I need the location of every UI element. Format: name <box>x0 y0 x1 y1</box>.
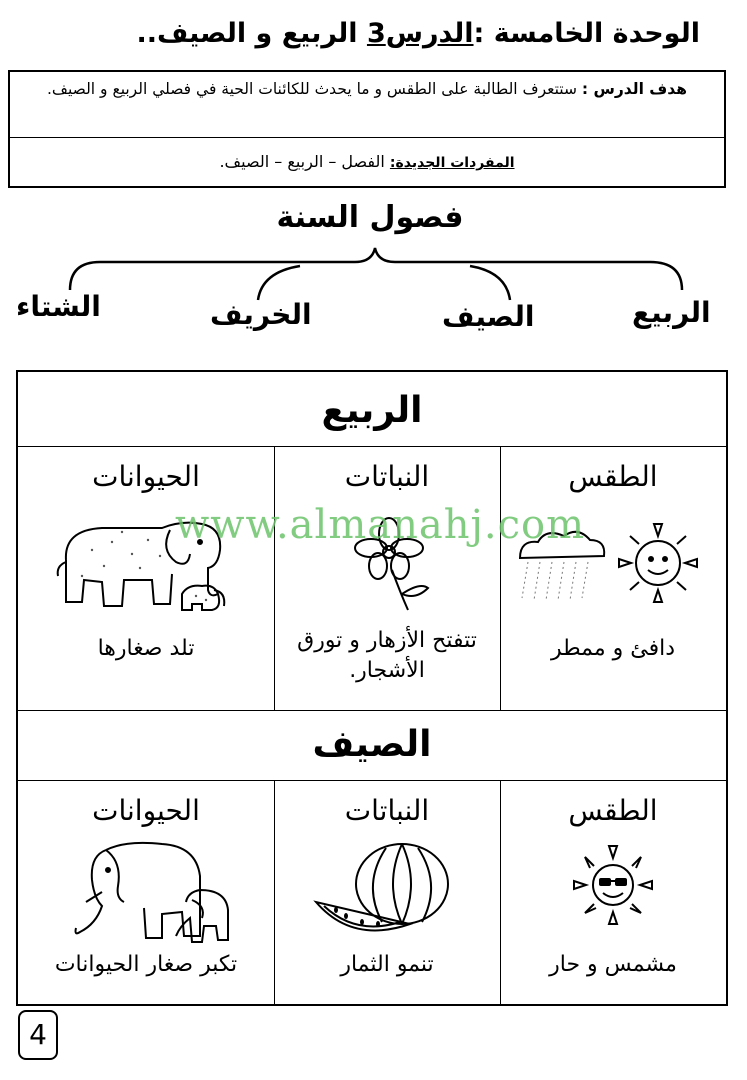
summer-animals-text: تكبر صغار الحيوانات <box>54 952 238 977</box>
summer-animals-head: الحيوانات <box>92 794 200 827</box>
summer-plants-cell <box>274 782 500 1004</box>
vocabulary-text: الفصل – الربيع – الصيف. <box>219 152 390 171</box>
season-spring: الربيع <box>632 296 711 329</box>
summer-plants-head: النباتات <box>344 794 430 827</box>
page-number: 4 <box>18 1010 58 1060</box>
sun-sunglasses-icon <box>568 840 658 930</box>
summer-weather-head: الطقس <box>568 794 658 827</box>
spring-animals-cell <box>18 448 274 710</box>
spring-weather-text: دافئ و ممطر <box>550 636 676 661</box>
objective-text: ستتعرف الطالبة على الطقس و ما يحدث للكائنات الحية في فصلي الربيع و الصيف. <box>46 80 582 98</box>
divider <box>18 780 726 781</box>
watermelon-icon <box>312 840 462 944</box>
spring-weather-head: الطقس <box>568 460 658 493</box>
summer-weather-cell <box>500 782 726 1004</box>
season-winter: الشتاء <box>16 290 101 323</box>
brace-diagram <box>0 0 747 340</box>
divider <box>274 446 275 710</box>
summer-animals-cell <box>18 782 274 1004</box>
spring-plants-head: النباتات <box>344 460 430 493</box>
spring-plants-cell <box>274 448 500 710</box>
spring-animals-text: تلد صغارها <box>97 636 195 661</box>
divider <box>500 446 501 710</box>
spring-weather-cell <box>500 448 726 710</box>
divider <box>18 446 726 447</box>
divider <box>500 780 501 1004</box>
spring-animals-head: الحيوانات <box>92 460 200 493</box>
spring-plants-text: تتفتح الأزهار و تورق الأشجار. <box>297 628 477 683</box>
spring-section-title: الربيع <box>321 390 423 431</box>
watermark: www.almanahj.com <box>175 502 586 548</box>
objective-label: هدف الدرس : <box>581 80 688 98</box>
season-summer: الصيف <box>442 300 535 333</box>
seasons-table <box>16 370 728 1006</box>
season-autumn: الخريف <box>210 298 312 331</box>
divider <box>274 780 275 1004</box>
topic-label: الربيع و الصيف.. <box>136 18 367 49</box>
divider <box>18 710 726 711</box>
summer-section-title: الصيف <box>312 724 432 765</box>
summer-weather-text: مشمس و حار <box>549 952 677 977</box>
elephant-family-icon <box>66 836 236 954</box>
lesson-label: الدرس3 <box>366 18 474 49</box>
vocabulary-label: المفردات الجديدة: <box>389 155 515 171</box>
summer-plants-text: تنمو الثمار <box>340 952 434 977</box>
unit-label: الوحدة الخامسة : <box>473 18 700 49</box>
seasons-title: فصول السنة <box>276 200 464 235</box>
